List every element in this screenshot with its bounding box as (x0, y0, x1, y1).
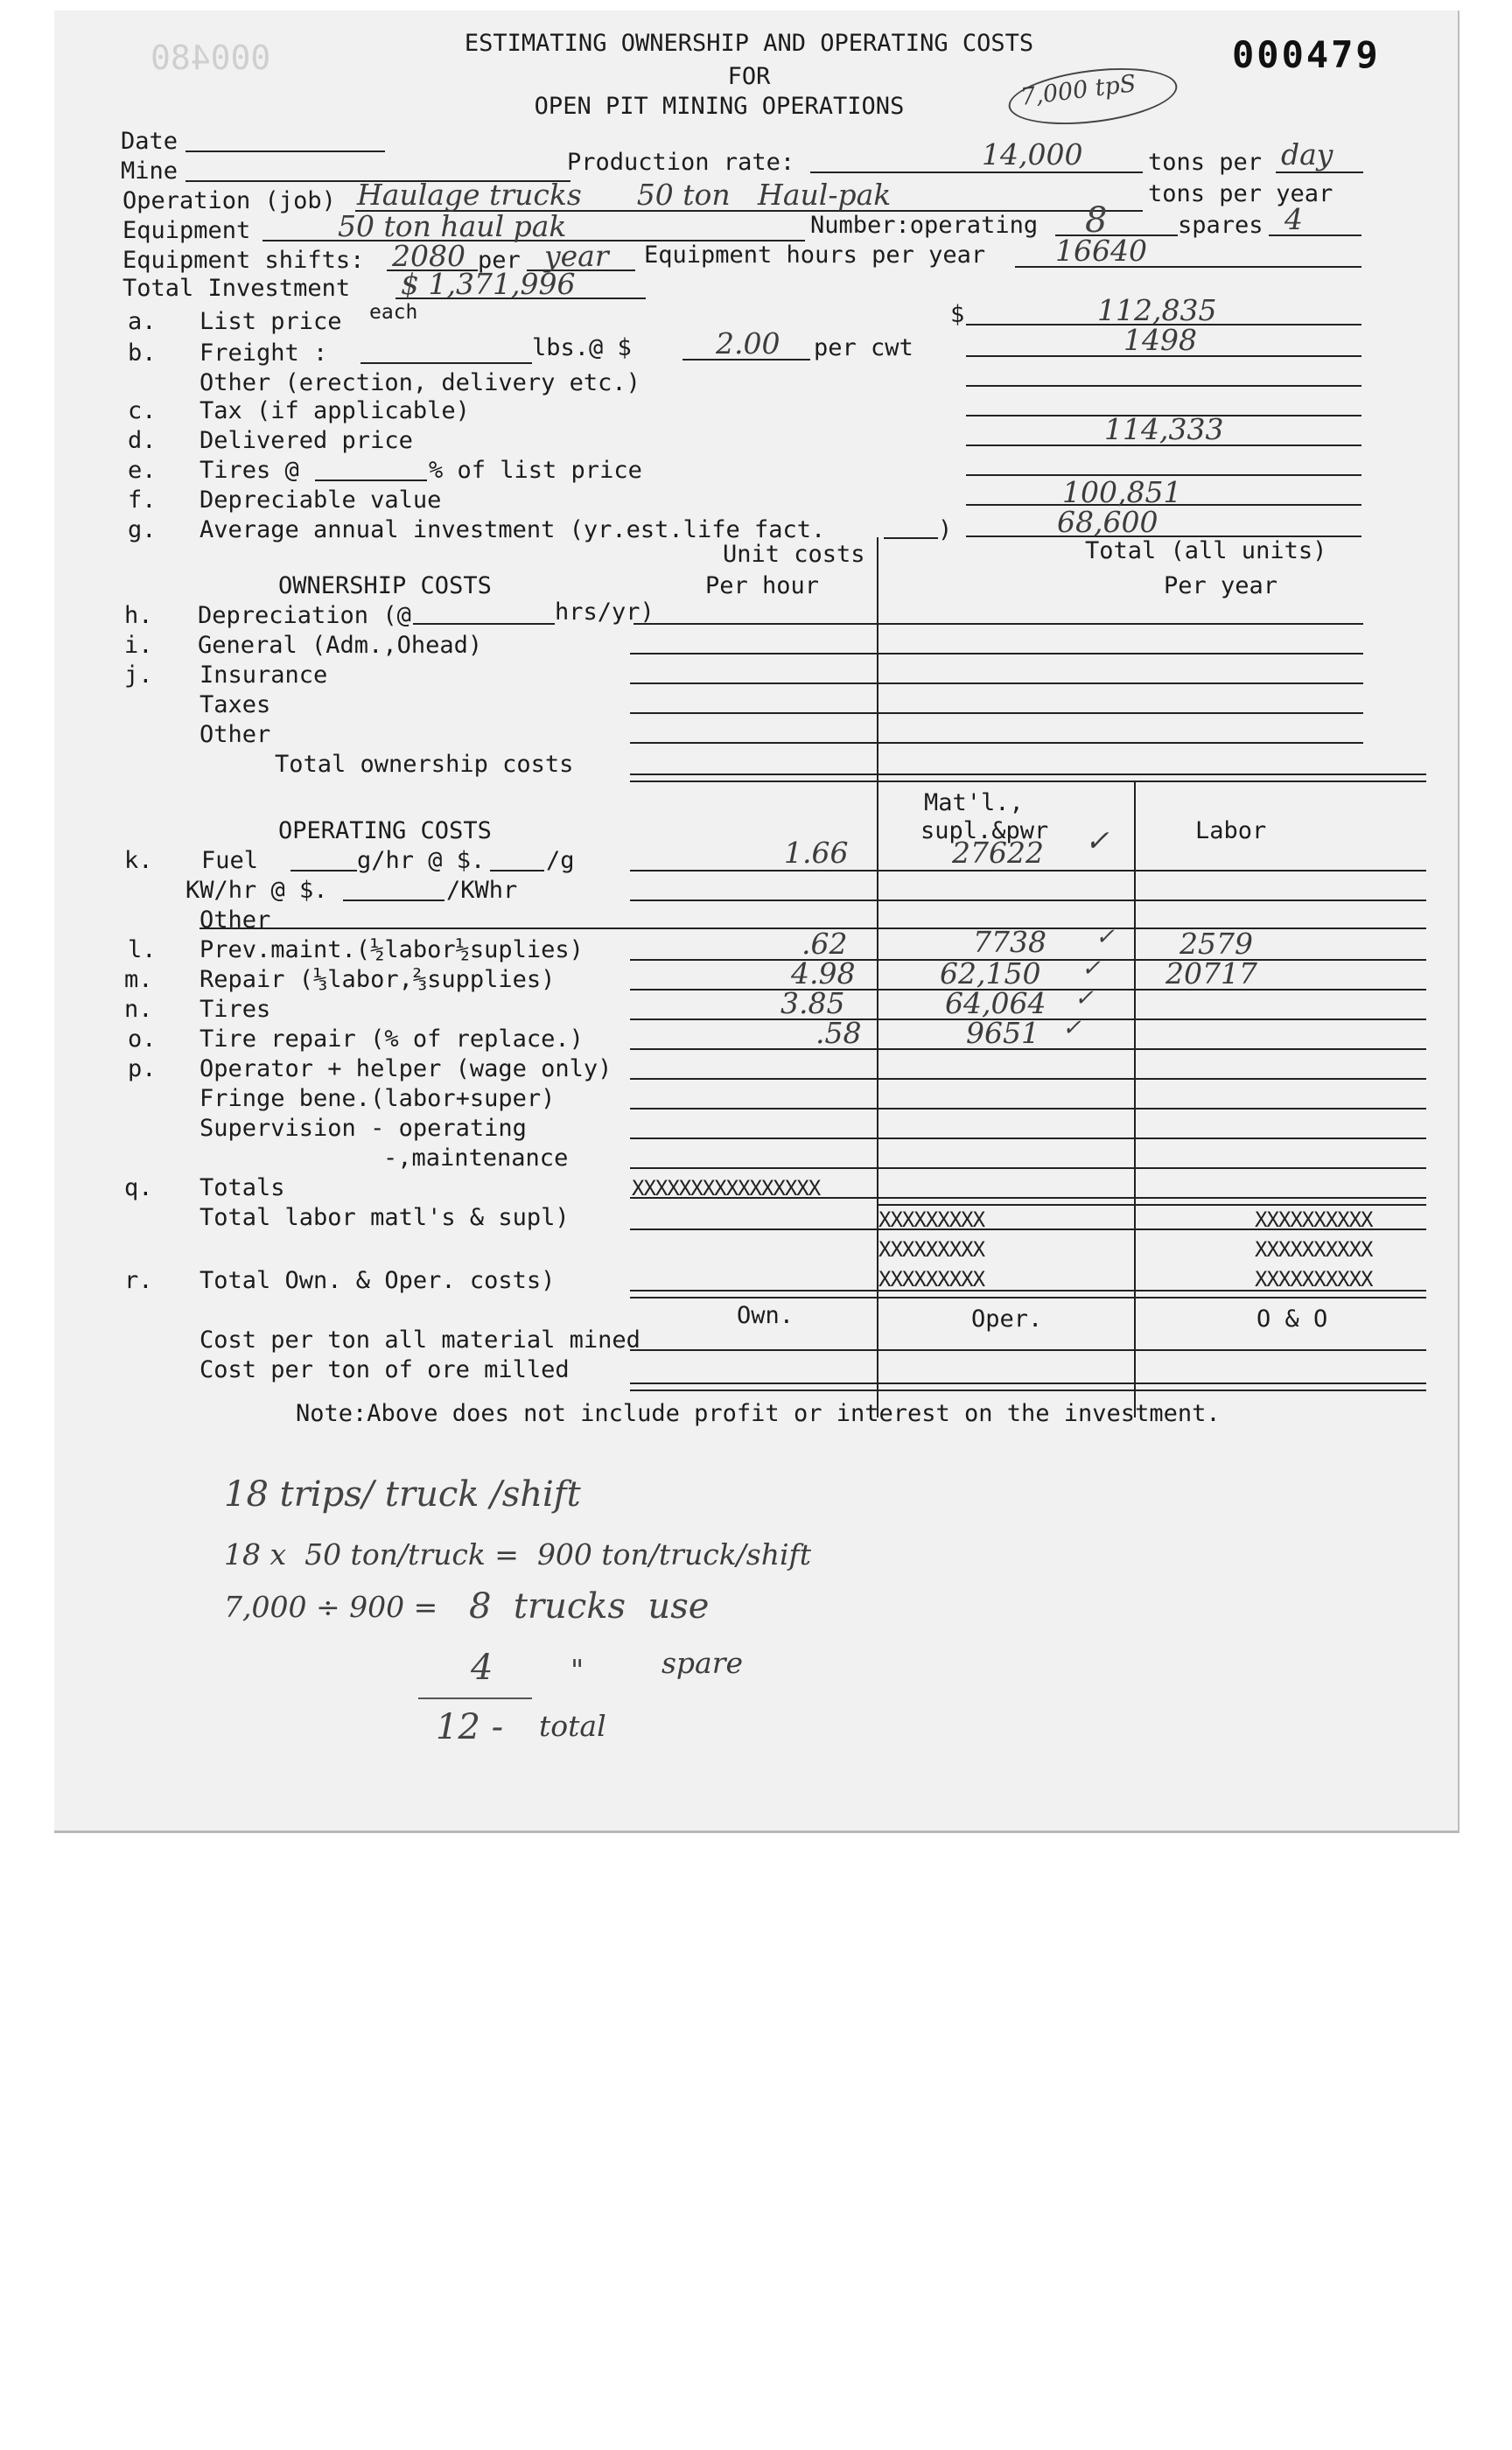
unit-costs-header: Unit costs (723, 541, 865, 568)
tons-per-underline (1276, 172, 1363, 173)
handwritten-line4b: " (570, 1653, 584, 1687)
kwhr-label2: /KWhr (446, 877, 518, 904)
line-b-cwt: per cwt (814, 334, 914, 361)
mine-label: Mine (121, 158, 178, 185)
operation-value: Haulage trucks 50 ton Haul-pak (357, 178, 892, 212)
line-m-letter: m. (124, 966, 153, 993)
bleed-through-number: 000480 (150, 38, 271, 77)
handwritten-line1: 18 trips/ truck /shift (224, 1474, 581, 1515)
labor-header: Labor (1195, 817, 1267, 844)
total-ownership-label: Total ownership costs (275, 751, 574, 778)
kwhr-underline (630, 900, 1426, 901)
line-b-lbs-underline (360, 362, 532, 364)
line-k-label3: /g (546, 847, 575, 874)
line-n-check: ✓ (1074, 985, 1094, 1012)
handwritten-line5b: total (539, 1709, 606, 1743)
number-operating-label: Number:operating (810, 212, 1039, 239)
equipment-shifts-value: 2080 (392, 239, 466, 273)
line-n-per-hour: 3.85 (780, 986, 845, 1020)
line-n-matl: 64,064 (945, 986, 1046, 1020)
line-q-underline (630, 1197, 1426, 1199)
line-l-label: Prev.maint.(½labor½suplies) (200, 936, 584, 963)
line-q-letter: q. (124, 1174, 153, 1201)
line-b-letter: b. (128, 340, 157, 367)
date-label: Date (121, 128, 178, 155)
supervision-label: Supervision - operating (200, 1115, 527, 1142)
col-oper-label: Oper. (971, 1306, 1043, 1333)
production-rate-underline (810, 172, 1143, 173)
number-operating-value: 8 (1085, 200, 1108, 241)
handwritten-sum-line (418, 1698, 532, 1699)
line-f-label: Depreciable value (200, 486, 442, 514)
line-a-dollar: $ (950, 301, 965, 328)
cost-milled-underline (630, 1382, 1426, 1384)
col-own-label: Own. (737, 1302, 794, 1329)
line-m-check: ✓ (1082, 956, 1101, 982)
line-k-letter: k. (124, 847, 153, 874)
line-k-matl: 27622 (952, 836, 1044, 870)
total-labor-underline (630, 1228, 1426, 1230)
total-labor-crossed-mid2: XXXXXXXXX (878, 1237, 985, 1262)
cost-milled-label: Cost per ton of ore milled (200, 1356, 570, 1383)
equipment-hours-label: Equipment hours per year (644, 242, 986, 269)
line-q-crossed: XXXXXXXXXXXXXXXX (632, 1176, 821, 1200)
spares-label: spares (1178, 212, 1264, 239)
line-m-per-hour: 4.98 (791, 956, 856, 990)
line-c-letter: c. (128, 397, 157, 424)
spares-underline (1269, 234, 1362, 236)
line-k-blank2 (490, 870, 544, 872)
line-h-label: Depreciation (@ (198, 602, 411, 629)
equipment-label: Equipment (122, 217, 251, 244)
line-g-value: 68,600 (1057, 505, 1158, 539)
line-a-label: List price (200, 308, 342, 335)
line-l-per-hour: .62 (802, 927, 848, 961)
form-title-line3: OPEN PIT MINING OPERATIONS (534, 93, 905, 120)
total-all-units-header: Total (all units) (1085, 537, 1327, 564)
line-other-erection: Other (erection, delivery etc.) (200, 369, 640, 396)
production-rate-label: Production rate: (567, 149, 795, 176)
total-labor-crossed-mid: XXXXXXXXX (878, 1208, 985, 1232)
operating-heading: OPERATING COSTS (278, 817, 492, 844)
line-k-underline (630, 870, 1426, 872)
line-e-label2: % of list price (429, 457, 642, 484)
handwritten-line4c: spare (662, 1646, 744, 1680)
line-l-check: ✓ (1096, 924, 1115, 950)
handwritten-line2: 18 x 50 ton/truck = 900 ton/truck/shift (224, 1537, 812, 1572)
form-title-line2: FOR (727, 63, 771, 90)
total-labor-label: Total labor matl's & supl) (200, 1204, 570, 1231)
circled-note-text: 7,000 tpS (1018, 70, 1138, 111)
operating-divider-2 (1134, 782, 1136, 1418)
production-rate-value: 14,000 (982, 137, 1083, 172)
per-label: per (478, 247, 521, 274)
cost-milled-underline2 (630, 1390, 1426, 1391)
line-r-underline2 (630, 1297, 1426, 1298)
total-labor-crossed-right2: XXXXXXXXXX (1255, 1237, 1373, 1262)
line-q-label: Totals (200, 1174, 285, 1201)
total-investment-label: Total Investment (122, 275, 351, 302)
line-r-crossed-right: XXXXXXXXXX (1255, 1267, 1373, 1292)
document-number-stamp: 000479 (1232, 33, 1381, 76)
line-j-label: Insurance (200, 662, 328, 689)
fringe-label: Fringe bene.(labor+super) (200, 1085, 556, 1112)
total-ownership-line1 (630, 774, 1426, 775)
line-o-matl: 9651 (966, 1016, 1040, 1050)
line-h-blank (413, 623, 555, 625)
line-o-check: ✓ (1062, 1015, 1082, 1041)
tons-per-year-label: tons per year (1148, 180, 1334, 207)
line-k-blank1 (290, 870, 357, 872)
line-h-letter: h. (124, 602, 153, 629)
operating-other-label: Other (200, 906, 271, 934)
line-e-label: Tires @ (200, 457, 299, 484)
total-ownership-line2 (630, 780, 1426, 782)
line-k-per-hour: 1.66 (784, 836, 849, 870)
line-i-underline (630, 653, 1363, 654)
line-l-labor: 2579 (1180, 927, 1253, 961)
line-d-value: 114,333 (1104, 412, 1224, 446)
line-j-letter: j. (124, 662, 153, 689)
cost-mined-label: Cost per ton all material mined (200, 1326, 640, 1354)
per-value: year (544, 239, 609, 273)
line-b-value: 1498 (1124, 323, 1197, 357)
equipment-hours-value: 16640 (1055, 234, 1147, 268)
line-i-label: General (Adm.,Ohead) (198, 632, 483, 659)
spares-value: 4 (1284, 202, 1303, 236)
matl-header-2: supl.&pwr (920, 817, 1049, 844)
supervision-underline (630, 1138, 1426, 1139)
line-b-label: Freight : (200, 340, 328, 367)
kwhr-label: KW/hr @ $. (186, 877, 328, 904)
line-l-matl: 7738 (973, 925, 1046, 959)
line-o-per-hour: .58 (816, 1016, 862, 1050)
tons-per-label: tons per (1148, 149, 1263, 176)
line-k-label2: g/hr @ $. (357, 847, 486, 874)
matl-header-1: Mat'l., (924, 789, 1024, 816)
line-l-letter: l. (128, 936, 157, 963)
taxes-label: Taxes (200, 691, 271, 718)
line-o-letter: o. (128, 1026, 157, 1053)
line-p-label: Operator + helper (wage only) (200, 1055, 612, 1082)
line-g-letter: g. (128, 516, 157, 543)
ownership-other-label: Other (200, 721, 271, 748)
handwritten-line4a: 4 (471, 1648, 494, 1688)
line-g-blank (884, 537, 938, 539)
line-b-rate: 2.00 (716, 326, 780, 360)
line-r-label: Total Own. & Oper. costs) (200, 1267, 556, 1294)
equipment-shifts-label: Equipment shifts: (122, 247, 365, 274)
maintenance-label: -,maintenance (383, 1144, 569, 1172)
line-other-underline (966, 385, 1362, 387)
line-a-each: each (369, 301, 418, 324)
date-underline (186, 150, 385, 152)
line-n-letter: n. (124, 996, 153, 1023)
line-n-label: Tires (200, 996, 271, 1023)
line-a-value: 112,835 (1097, 293, 1217, 327)
ownership-divider (877, 537, 878, 782)
line-k-check: ✓ (1085, 823, 1110, 858)
maintenance-underline (630, 1167, 1426, 1169)
line-e-blank (315, 480, 427, 481)
handwritten-line3a: 7,000 ÷ 900 = (224, 1590, 438, 1624)
line-k-label: Fuel (201, 847, 259, 874)
ownership-other-underline (630, 742, 1363, 744)
cost-mined-underline (630, 1349, 1426, 1351)
line-h-underline (634, 623, 1363, 625)
footnote: Note:Above does not include profit or interest on the investment. (296, 1400, 1221, 1427)
line-m-labor: 20717 (1166, 956, 1257, 990)
line-d-letter: d. (128, 427, 157, 454)
operating-divider-1 (877, 782, 878, 1418)
line-i-letter: i. (124, 632, 153, 659)
col-oo-label: O & O (1256, 1306, 1328, 1333)
per-year-header: Per year (1164, 572, 1278, 599)
total-investment-value: $ 1,371,996 (401, 267, 576, 301)
line-q-underline2 (877, 1204, 1426, 1206)
equipment-value: 50 ton haul pak (338, 209, 567, 243)
line-b-lbs: lbs.@ $ (532, 334, 632, 361)
line-r-underline (630, 1290, 1426, 1292)
line-p-letter: p. (128, 1055, 157, 1082)
line-m-matl: 62,150 (940, 956, 1041, 990)
kwhr-blank (343, 900, 444, 901)
line-h-label2: hrs/yr) (555, 598, 654, 626)
handwritten-line3b: 8 trucks use (469, 1586, 710, 1627)
handwritten-line5a: 12 - (436, 1707, 504, 1747)
ownership-heading: OWNERSHIP COSTS (278, 572, 492, 599)
form-title-line1: ESTIMATING OWNERSHIP AND OPERATING COSTS (464, 30, 1034, 57)
line-m-label: Repair (⅓labor,⅔supplies) (200, 966, 556, 993)
line-r-crossed-mid: XXXXXXXXX (878, 1267, 985, 1292)
line-f-letter: f. (128, 486, 157, 514)
total-labor-crossed-right: XXXXXXXXXX (1255, 1208, 1373, 1232)
per-hour-header: Per hour (705, 572, 820, 599)
line-g-close: ) (938, 516, 953, 543)
operation-label: Operation (job) (122, 187, 336, 214)
line-a-letter: a. (128, 308, 157, 335)
line-p-underline (630, 1078, 1426, 1080)
line-r-letter: r. (124, 1267, 153, 1294)
line-j-underline (630, 682, 1363, 684)
line-g-label: Average annual investment (yr.est.life fact. (200, 516, 826, 543)
line-f-value: 100,851 (1062, 475, 1182, 509)
line-c-label: Tax (if applicable) (200, 397, 470, 424)
line-e-letter: e. (128, 457, 157, 484)
fringe-underline (630, 1108, 1426, 1110)
taxes-underline (630, 712, 1363, 714)
line-d-label: Delivered price (200, 427, 413, 454)
line-o-label: Tire repair (% of replace.) (200, 1026, 584, 1053)
tons-per-value: day (1281, 137, 1334, 172)
